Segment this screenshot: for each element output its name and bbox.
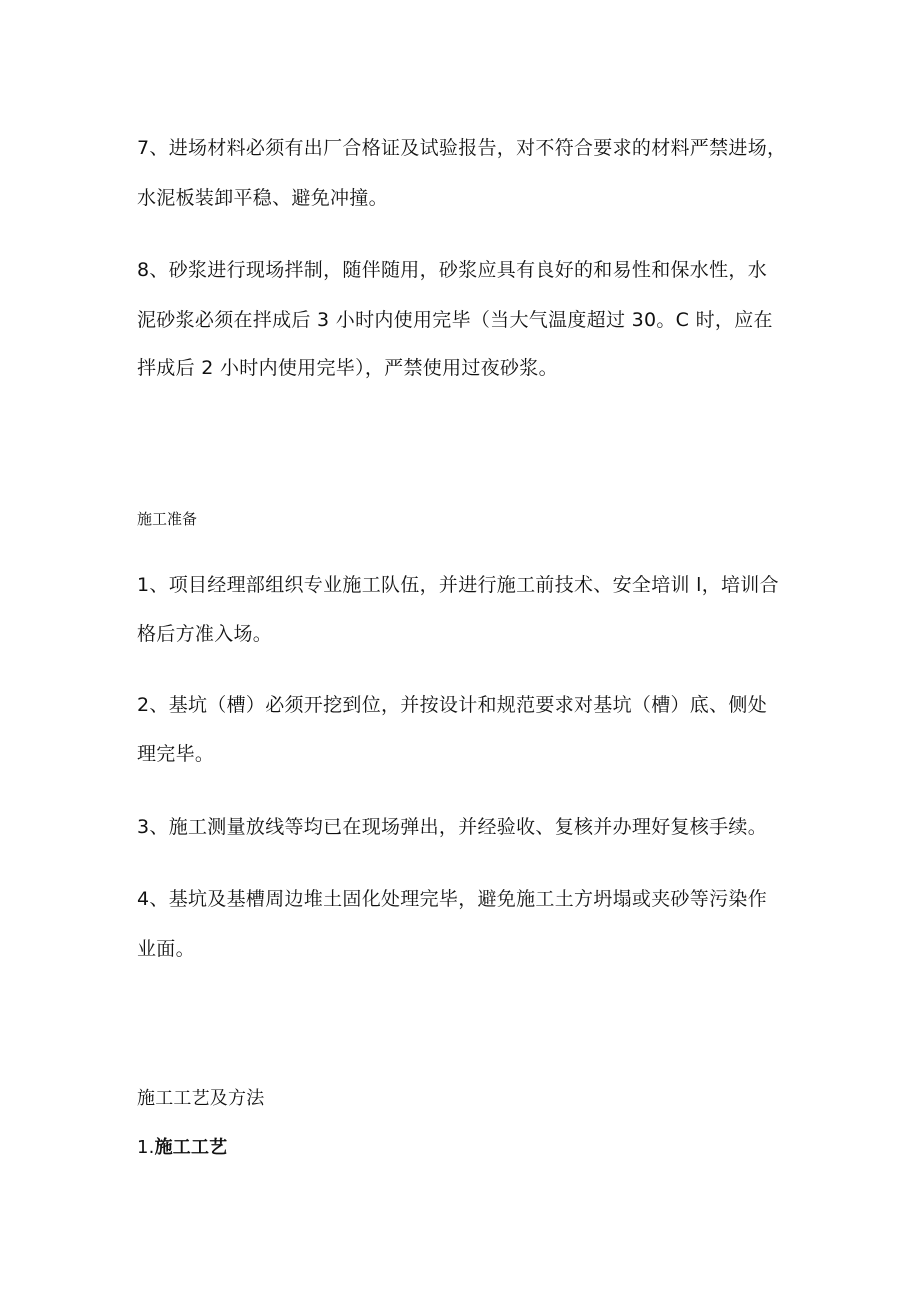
section-heading-prep: 施工准备 (137, 510, 198, 528)
subsection-title: 施工工艺 (154, 1137, 228, 1158)
prep-item-3-line-1: 3、施工测量放线等均已在现场弹出，并经验收、复核并办理好复核手续。 (137, 816, 767, 838)
prep-item-2-line-2: 理完毕。 (137, 743, 215, 765)
prep-item-4-line-2: 业面。 (137, 938, 195, 960)
prep-item-1-line-2: 格后方准入场。 (137, 623, 273, 645)
prep-item-2-line-1: 2、基坑（槽）必须开挖到位，并按设计和规范要求对基坑（槽）底、侧处 (137, 694, 767, 716)
subsection-number: 1. (137, 1137, 155, 1158)
paragraph-7-line-2: 水泥板装卸平稳、避免冲撞。 (137, 187, 388, 209)
prep-item-4-line-1: 4、基坑及基槽周边堆土固化处理完毕，避免施工土方坍塌或夹砂等污染作 (137, 888, 767, 910)
paragraph-8-line-2: 泥砂浆必须在拌成后 3 小时内使用完毕（当大气温度超过 30。C 时，应在 (137, 309, 773, 331)
prep-item-1-line-1: 1、项目经理部组织专业施工队伍，并进行施工前技术、安全培训 l，培训合 (137, 574, 779, 596)
paragraph-7-line-1: 7、进场材料必须有出厂合格证及试验报告，对不符合要求的材料严禁进场， (137, 137, 787, 159)
paragraph-8-line-3: 拌成后 2 小时内使用完毕），严禁使用过夜砂浆。 (137, 357, 558, 379)
subsection-heading (137, 1135, 227, 1161)
paragraph-8-line-1: 8、砂浆进行现场拌制，随伴随用，砂浆应具有良好的和易性和保水性，水 (137, 259, 767, 281)
section-heading-process: 施工工艺及方法 (137, 1088, 265, 1109)
